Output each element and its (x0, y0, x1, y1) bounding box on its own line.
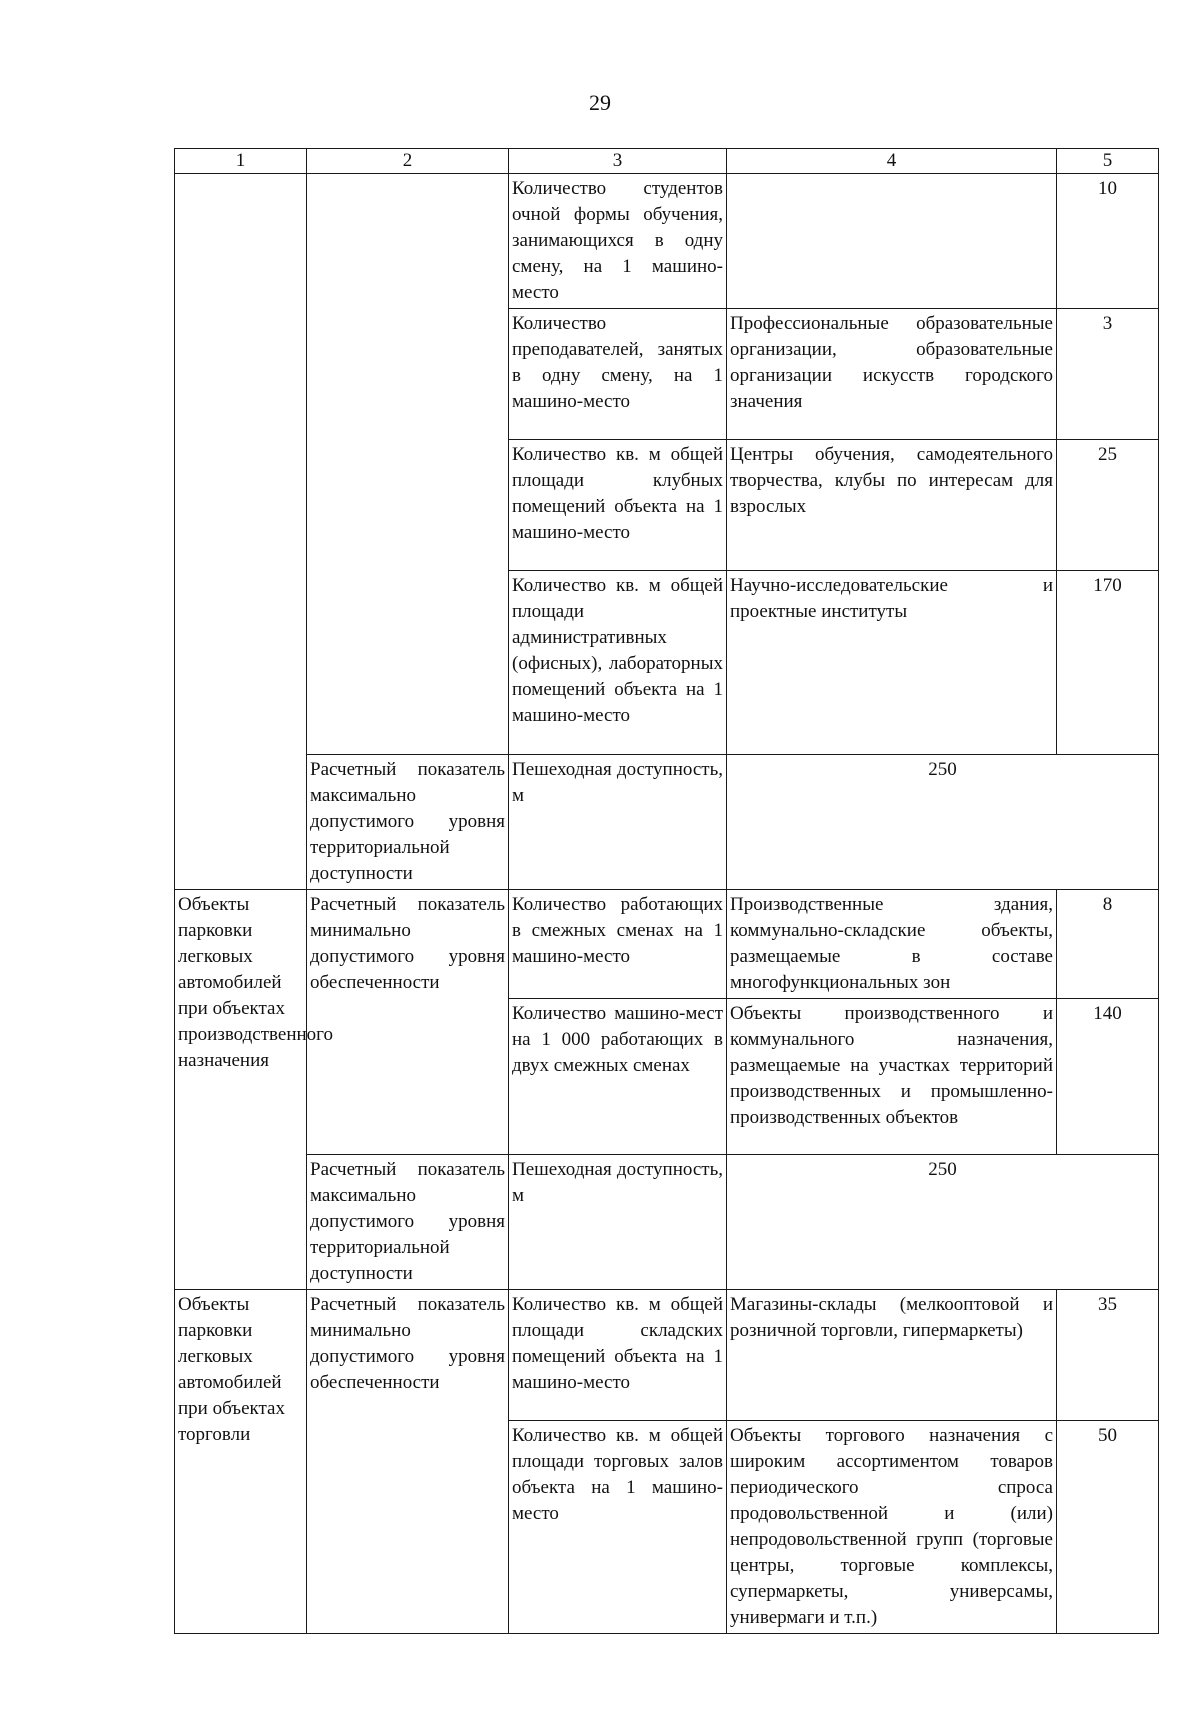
indicator-cell: Расчетный показатель минимально допустимого уровня обеспеченности (307, 1290, 509, 1634)
value-cell: 50 (1057, 1421, 1159, 1634)
measure-cell: Количество работающих в смежных сменах на 1 машино-место (509, 890, 727, 999)
value-cell: 170 (1057, 571, 1159, 755)
measure-cell: Количество машино-мест на 1 000 работающих в двух смежных сменах (509, 999, 727, 1155)
value-cell: 25 (1057, 440, 1159, 571)
facility-cell (727, 174, 1057, 309)
header-row (175, 149, 1159, 174)
indicator-cell: Расчетный показатель максимально допустимого уровня территориальной доступности (307, 1155, 509, 1290)
table-row (175, 1155, 1159, 1290)
value-cell: 250 (727, 755, 1159, 890)
object-type-cell: Объекты парковки легковых автомобилей при объектах торговли (175, 1290, 307, 1634)
value-cell: 10 (1057, 174, 1159, 309)
object-type-cell-empty (175, 174, 307, 890)
table-row (175, 1290, 1159, 1421)
object-type-cell: Объекты парковки легковых автомобилей при объектах производственного назначения (175, 890, 307, 1290)
measure-cell: Количество кв. м общей площади клубных помещений объекта на 1 машино-место (509, 440, 727, 571)
column-header-3: 3 (509, 149, 727, 174)
value-cell: 140 (1057, 999, 1159, 1155)
indicator-cell-empty (307, 174, 509, 755)
column-header-5: 5 (1057, 149, 1159, 174)
measure-cell: Пешеходная доступность, м (509, 1155, 727, 1290)
indicator-cell: Расчетный показатель минимально допустимого уровня обеспеченности (307, 890, 509, 1155)
measure-cell: Количество кв. м общей площади административных (офисных), лабораторных помещений объекта на 1 машино-место (509, 571, 727, 755)
measure-cell: Количество преподавателей, занятых в одну смену, на 1 машино-место (509, 309, 727, 440)
facility-cell: Объекты торгового назначения с широким ассортиментом товаров периодического спроса продовольственной и (или) непродовольственной групп (торговые центры, торговые комплексы, супермаркеты, универсамы, универмаги и т.п.) (727, 1421, 1057, 1634)
value-cell: 8 (1057, 890, 1159, 999)
column-header-1: 1 (175, 149, 307, 174)
table-row (175, 755, 1159, 890)
value-cell: 35 (1057, 1290, 1159, 1421)
measure-cell: Пешеходная доступность, м (509, 755, 727, 890)
column-header-4: 4 (727, 149, 1057, 174)
facility-cell: Профессиональные образовательные организации, образовательные организации искусств городского значения (727, 309, 1057, 440)
norms-table (174, 148, 1159, 1634)
table-row (175, 174, 1159, 309)
table-row (175, 890, 1159, 999)
indicator-cell: Расчетный показатель максимально допустимого уровня территориальной доступности (307, 755, 509, 890)
measure-cell: Количество студентов очной формы обучения, занимающихся в одну смену, на 1 машино-место (509, 174, 727, 309)
value-cell: 3 (1057, 309, 1159, 440)
column-header-2: 2 (307, 149, 509, 174)
facility-cell: Магазины-склады (мелкооптовой и розничной торговли, гипермаркеты) (727, 1290, 1057, 1421)
page-number: 29 (589, 90, 611, 115)
value-cell: 250 (727, 1155, 1159, 1290)
facility-cell: Объекты производственного и коммунального назначения, размещаемые на участках территорий производственных и промышленно-производственных объектов (727, 999, 1057, 1155)
facility-cell: Центры обучения, самодеятельного творчества, клубы по интересам для взрослых (727, 440, 1057, 571)
facility-cell: Научно-исследовательские и проектные институты (727, 571, 1057, 755)
measure-cell: Количество кв. м общей площади складских помещений объекта на 1 машино-место (509, 1290, 727, 1421)
measure-cell: Количество кв. м общей площади торговых залов объекта на 1 машино-место (509, 1421, 727, 1634)
facility-cell: Производственные здания, коммунально-складские объекты, размещаемые в составе многофункциональных зон (727, 890, 1057, 999)
